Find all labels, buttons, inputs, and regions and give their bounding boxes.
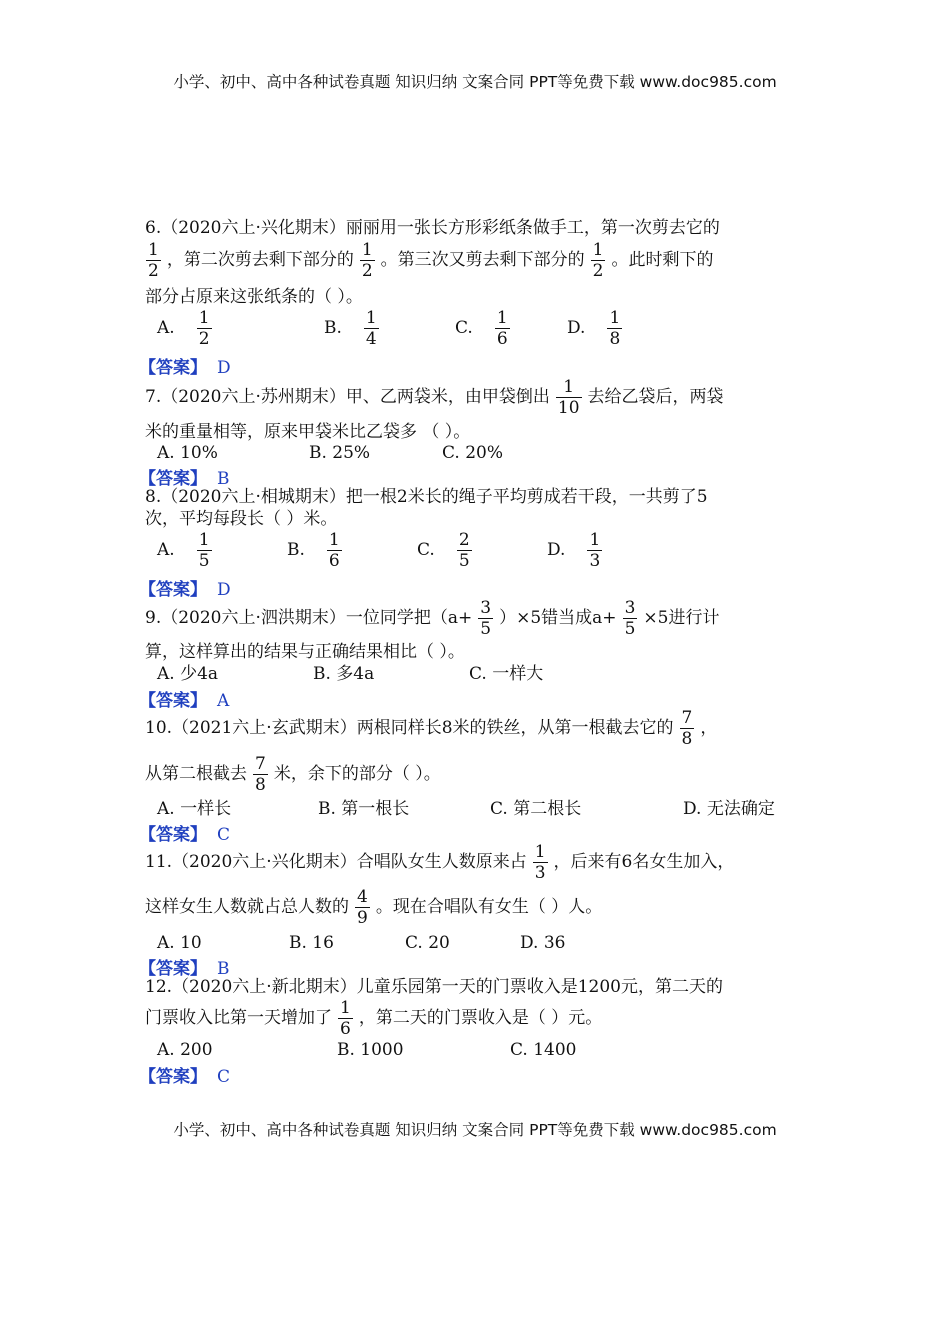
q6-frac3: $\frac{1}{2}$ <box>592 240 604 281</box>
q12-option-c: C. 1400 <box>510 1040 577 1060</box>
q7-option-a: A. 10% <box>157 443 218 463</box>
q12-option-b: B. 1000 <box>337 1040 404 1060</box>
q10-option-d: D. 无法确定 <box>683 799 775 819</box>
q9-option-a: A. 少4a <box>157 664 219 684</box>
q12-line1: 12.（2020六上·新北期末）儿童乐园第一天的门票收入是1200元，第二天的 <box>145 977 723 997</box>
q8-option-b: B. $\frac{1}{6}$ <box>287 530 340 571</box>
q7-line1: 7.（2020六上·苏州期末）甲、乙两袋米，由甲袋倒出 $\frac{1}{10}$ 去给乙袋后，两袋 <box>145 377 724 418</box>
q11-option-b: B. 16 <box>289 933 334 953</box>
q10-frac1: $\frac{7}{8}$ <box>681 708 693 749</box>
q8-option-d: D. $\frac{1}{3}$ <box>547 530 601 571</box>
q10-answer: 【答案】 C <box>139 825 231 845</box>
q8-option-a: A. $\frac{1}{5}$ <box>157 530 210 571</box>
q9-frac2: $\frac{3}{5}$ <box>624 598 636 639</box>
q9-line1: 9.（2020六上·泗洪期末）一位同学把（a+ $\frac{3}{5}$ ）×5错当成a+ $\frac{3}{5}$ ×5进行计 <box>145 598 720 639</box>
q6-line3: 部分占原来这张纸条的（ ）。 <box>145 287 363 307</box>
q10-option-a: A. 一样长 <box>157 799 232 819</box>
q11-option-c: C. 20 <box>405 933 450 953</box>
page-footer: 小学、初中、高中各种试卷真题 知识归纳 文案合同 PPT等免费下载 www.doc985.com <box>173 1121 777 1139</box>
q12-answer: 【答案】 C <box>139 1067 231 1087</box>
q12-frac: $\frac{1}{6}$ <box>340 998 351 1039</box>
q7-line2: 米的重量相等，原来甲袋米比乙袋多 （ ）。 <box>145 422 471 442</box>
q6-line1: 6.（2020六上·兴化期末）丽丽用一张长方形彩纸条做手工，第一次剪去它的 <box>145 218 720 238</box>
q9-frac1: $\frac{3}{5}$ <box>480 598 492 639</box>
q8-line1: 8.（2020六上·相城期末）把一根2米长的绳子平均剪成若干段，一共剪了5 <box>145 487 708 507</box>
q10-line1: 10.（2021六上·玄武期末）两根同样长8米的铁丝，从第一根截去它的 $\frac{7}{8}$ ， <box>145 708 718 749</box>
q10-line2: 从第二根截去 $\frac{7}{8}$ 米，余下的部分（ ）。 <box>145 754 441 795</box>
q6-option-b: B. $\frac{1}{4}$ <box>324 308 377 349</box>
q8-answer: 【答案】 D <box>139 580 231 600</box>
q6-frac2: $\frac{1}{2}$ <box>361 240 373 281</box>
q8-option-c: C. $\frac{2}{5}$ <box>417 530 470 571</box>
q11-option-d: D. 36 <box>520 933 566 953</box>
q7-option-c: C. 20% <box>442 443 503 463</box>
q6-option-a: A. $\frac{1}{2}$ <box>157 308 210 349</box>
q12-line2: 门票收入比第一天增加了 $\frac{1}{6}$ ，第二天的门票收入是（ ）元。 <box>145 998 603 1039</box>
q9-answer: 【答案】 A <box>139 691 230 711</box>
q8-line2: 次，平均每段长（ ）米。 <box>145 509 338 529</box>
q11-frac1: $\frac{1}{3}$ <box>534 842 546 883</box>
q6-frac1: $\frac{1}{2}$ <box>148 240 159 281</box>
q9-option-b: B. 多4a <box>313 664 375 684</box>
q12-option-a: A. 200 <box>157 1040 213 1060</box>
q7-option-b: B. 25% <box>309 443 371 463</box>
q6-answer: 【答案】 D <box>139 358 231 378</box>
q7-answer: 【答案】 B <box>139 469 230 489</box>
q6-option-c: C. $\frac{1}{6}$ <box>455 308 508 349</box>
q9-line2: 算，这样算出的结果与正确结果相比（ ）。 <box>145 642 465 662</box>
q10-option-c: C. 第二根长 <box>490 799 582 819</box>
page-header: 小学、初中、高中各种试卷真题 知识归纳 文案合同 PPT等免费下载 www.doc985.com <box>173 73 777 91</box>
q6-line2: $\frac{1}{2}$ ，第二次剪去剩下部分的 $\frac{1}{2}$ 。第三次又剪去剩下部分的 $\frac{1}{2}$ 。此时剩下的 <box>148 240 714 281</box>
q11-line2: 这样女生人数就占总人数的 $\frac{4}{9}$ 。现在合唱队有女生（ ）人。 <box>145 887 603 928</box>
q11-frac2: $\frac{4}{9}$ <box>357 887 368 928</box>
q10-frac2: $\frac{7}{8}$ <box>255 754 266 795</box>
q9-option-c: C. 一样大 <box>469 664 544 684</box>
q10-option-b: B. 第一根长 <box>318 799 410 819</box>
q11-answer: 【答案】 B <box>139 959 230 979</box>
q11-option-a: A. 10 <box>157 933 202 953</box>
q11-line1: 11.（2020六上·兴化期末）合唱队女生人数原来占 $\frac{1}{3}$ ，后来有6名女生加入， <box>145 842 735 883</box>
q7-frac: $\frac{1}{10}$ <box>557 377 580 418</box>
q6-option-d: D. $\frac{1}{8}$ <box>567 308 621 349</box>
